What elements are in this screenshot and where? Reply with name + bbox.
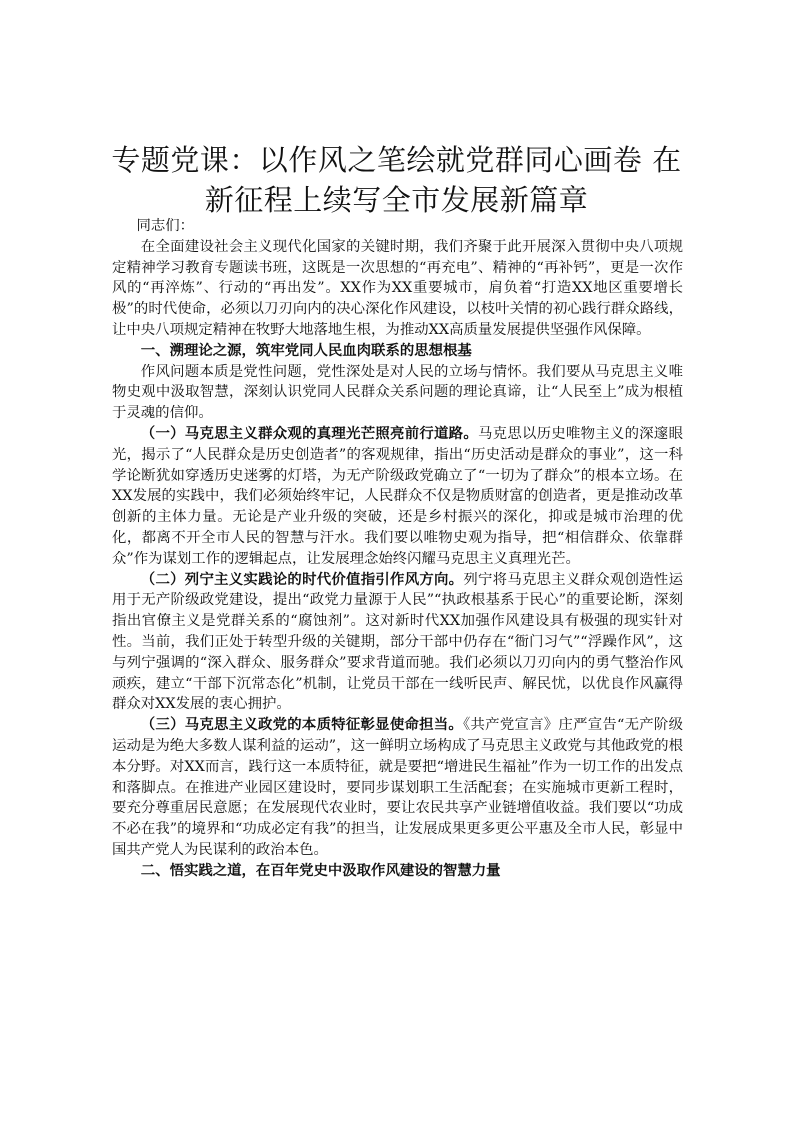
title-line-1: 专题党课：以作风之笔绘就党群同心画卷 在 <box>111 143 682 177</box>
section-1-intro: 作风问题本质是党性问题，党性深处是对人民的立场与情怀。我们要从马克思主义唯物史观中汲取智慧，深刻认识党同人民群众关系问题的理论真谛，让“人民至上”成为根植于灵魂的信仰。 <box>112 363 683 422</box>
subsection-1-paragraph <box>112 424 683 570</box>
document-title <box>90 140 703 220</box>
title-line-2: 新征程上续写全市发展新篇章 <box>204 183 589 217</box>
subsection-2-text: 列宁将马克思主义群众观创造性运用于无产阶级政党建设，提出“政党力量源于人民”“执政根基系于民心”的重要论断，深刻指出官僚主义是党群关系的“腐蚀剂”。这对新时代XX加强作风建设具有极强的现实针对性。当前，我们正处于转型升级的关键期，部分干部中仍存在“衙门习气”“浮躁作风”，这与列宁强调的“深入群众、服务群众”要求背道而驰。我们必须以刀刃向内的勇气整治作风顽疾，建立“干部下沉常态化”机制，让党员干部在一线听民声、解民忧，以优良作风赢得群众对XX发展的衷心拥护。 <box>112 571 683 713</box>
salutation: 同志们： <box>136 218 195 234</box>
section-2-heading: 二、悟实践之道，在百年党史中汲取作风建设的智慧力量 <box>140 861 501 879</box>
subsection-1-heading: （一）马克思主义群众观的真理光芒照亮前行道路。 <box>140 424 478 442</box>
intro-paragraph: 在全面建设社会主义现代化国家的关键时期，我们齐聚于此开展深入贯彻中央八项规定精神学习教育专题读书班，这既是一次思想的“再充电”、精神的“再补钙”，更是一次作风的“再淬炼”、行动的“再出发”。XX作为XX重要城市，肩负着“打造XX地区重要增长极”的时代使命，必须以刀刃向内的决心深化作风建设，以枝叶关情的初心践行群众路线，让中央八项规定精神在牧野大地落地生根，为推动XX高质量发展提供坚强作风保障。 <box>112 238 683 338</box>
section-1-heading: 一、溯理论之源，筑牢党同人民血肉联系的思想根基 <box>140 341 472 359</box>
subsection-1-text: 马克思以历史唯物主义的深邃眼光，揭示了“人民群众是历史创造者”的客观规律，指出“历史活动是群众的事业”，这一科学论断犹如穿透历史迷雾的灯塔，为无产阶级政党确立了“一切为了群众”的根本立场。在XX发展的实践中，我们必须始终牢记，人民群众不仅是物质财富的创造者，更是推动改革创新的主体力量。无论是产业升级的突破，还是乡村振兴的深化，抑或是城市治理的优化，都离不开全市人民的智慧与汗水。我们要以唯物史观为指导，把“相信群众、依靠群众”作为谋划工作的逻辑起点，让发展理念始终闪耀马克思主义真理光芒。 <box>112 425 683 567</box>
document-body <box>112 216 683 882</box>
subsection-3-text: 《共产党宣言》庄严宣告“无产阶级运动是为绝大多数人谋利益的运动”，这一鲜明立场构成了马克思主义政党与其他政党的根本分野。对XX而言，践行这一本质特征，就是要把“增进民生福祉”作为一切工作的出发点和落脚点。在推进产业园区建设时，要同步谋划职工生活配套；在实施城市更新工程时，要充分尊重居民意愿；在发展现代农业时，要让农民共享产业链增值收益。我们要以“功成不必在我”的境界和“功成必定有我”的担当，让发展成果更多更公平惠及全市人民，彰显中国共产党人为民谋利的政治本色。 <box>112 717 683 858</box>
subsection-3-heading: （三）马克思主义政党的本质特征彰显使命担当。 <box>140 716 464 734</box>
subsection-2-paragraph <box>112 570 683 716</box>
subsection-3-paragraph <box>112 715 683 861</box>
subsection-2-heading: （二）列宁主义实践论的时代价值指引作风方向。 <box>140 570 464 588</box>
